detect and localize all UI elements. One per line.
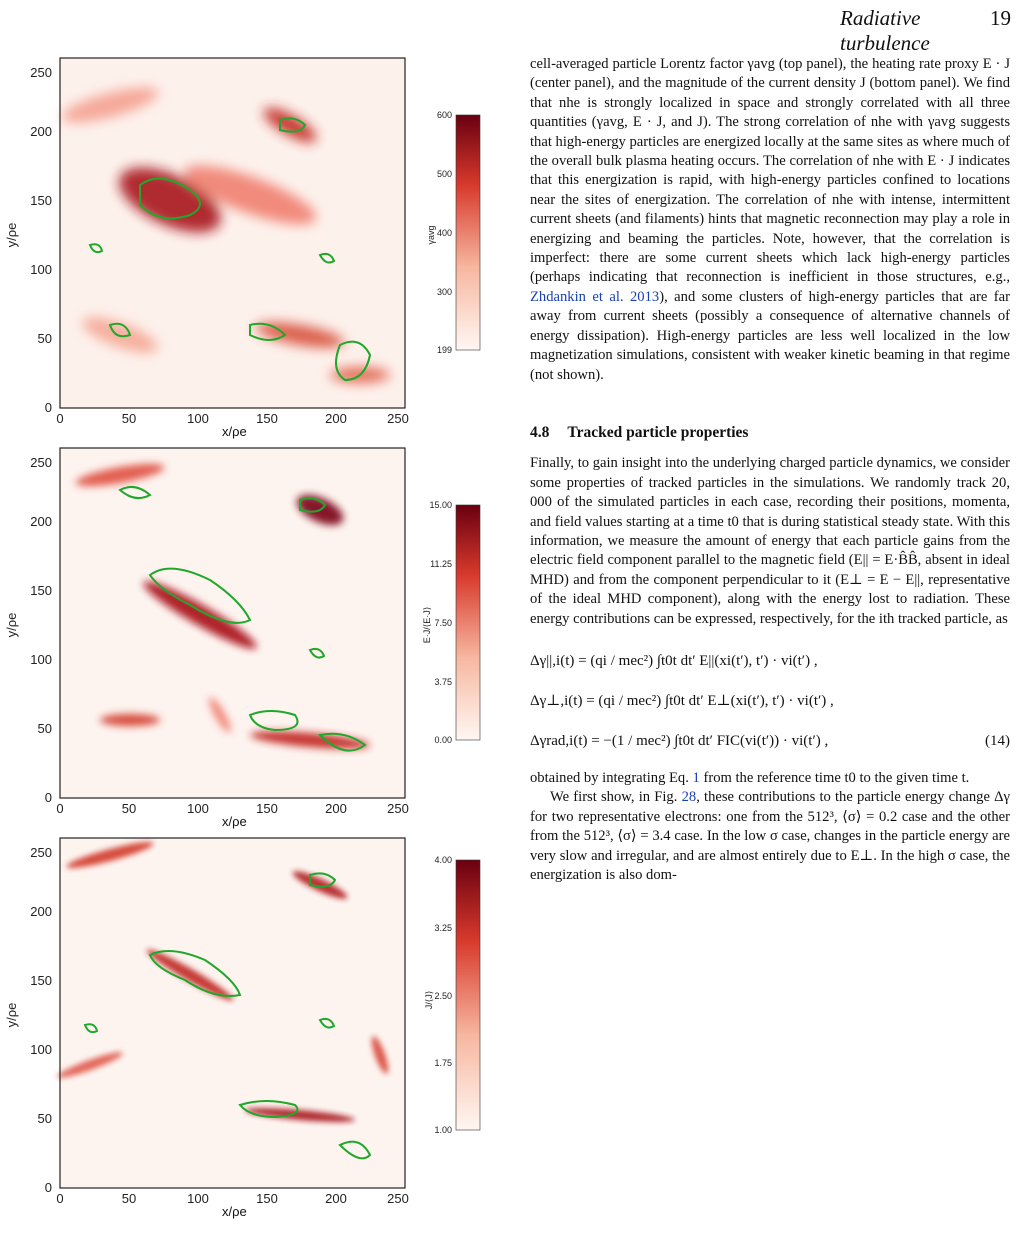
heatmap-background xyxy=(60,838,405,1188)
paragraph-text: obtained by integrating Eq. xyxy=(530,769,693,786)
gamma-panel xyxy=(0,45,500,425)
paragraph: Finally, to gain insight into the underlying charged particle dynamics, we consider some properties of tracked particles in the simulations. We randomly track 20, 000 of the simulated particles in each case, recording their positions, momenta, and field values starting at a time t0 that is during statistical steady state. With this information, we measure the amount of energy that each particle gains from the electric field component parallel to the magnetic field (E|| = E·B̂B̂, absent in ideal MHD) and from the component perpendicular to it (E⊥ = E − E||, representative of the ideal MHD component), along with the energy lost to radiation. These energy contributions can be expressed, respectively, for the ith tracked particle, as xyxy=(530,455,1010,627)
ytick-label: 0 xyxy=(44,1180,52,1195)
ytick-label: 100 xyxy=(30,652,52,667)
equation-number: (14) xyxy=(985,732,1010,749)
xtick-label: 200 xyxy=(325,411,347,425)
ytick-label: 50 xyxy=(37,331,52,346)
xtick-label: 0 xyxy=(56,411,64,425)
running-title: Radiative turbulence xyxy=(840,6,930,55)
cbar-label: γavg xyxy=(426,225,436,245)
xtick-label: 250 xyxy=(387,801,409,815)
ytick-label: 200 xyxy=(30,124,52,139)
paragraph xyxy=(530,769,1010,788)
cbar-tick: 7.50 xyxy=(434,618,452,628)
equation: Δγ||,i(t) = (qi / mec²) ∫t0t dt′ E||(xi(t′), t′) · vi(t′) , xyxy=(530,652,818,669)
cbar-tick: 4.00 xyxy=(434,855,452,865)
xtick-label: 250 xyxy=(387,411,409,425)
colorbar xyxy=(456,505,480,740)
paragraph-text: from the reference time t0 to the given time t. xyxy=(699,769,970,786)
cbar-tick: 300 xyxy=(436,287,452,297)
cbar-tick: 1.75 xyxy=(434,1058,452,1068)
cbar-tick: 1.00 xyxy=(434,1125,452,1135)
xtick-label: 200 xyxy=(325,801,347,815)
equation: Δγrad,i(t) = −(1 / mec²) ∫t0t dt′ FIC(vi(t′)) · vi(t′) , xyxy=(530,732,829,749)
ytick-label: 200 xyxy=(30,514,52,529)
paragraph-text: We first show, in Fig. xyxy=(550,789,682,806)
section-heading xyxy=(530,423,1010,442)
ej-panel xyxy=(0,435,500,815)
equation: Δγ⊥,i(t) = (qi / mec²) ∫t0t dt′ E⊥(xi(t′), t′) · vi(t′) , xyxy=(530,692,834,709)
paragraph-text: ), and some clusters of high-energy particles that are far away from current sheets (possibly a consequence of alternative channels of energy dissipation). High-energy particles are less well localized in the low magnetization simulations, consistent with weaker kinetic beaming in that regime (not shown). xyxy=(530,288,1010,383)
paragraph xyxy=(530,788,1010,885)
ytick-label: 0 xyxy=(44,400,52,415)
cbar-tick: 3.75 xyxy=(434,677,452,687)
cbar-tick: 500 xyxy=(436,169,452,179)
xtick-label: 0 xyxy=(56,1191,64,1205)
ytick-label: 250 xyxy=(30,455,52,470)
xtick-label: 50 xyxy=(121,411,137,425)
cbar-label: J/⟨J⟩ xyxy=(424,990,434,1010)
cbar-tick: 400 xyxy=(436,228,452,238)
section-number: 4.8 xyxy=(530,423,550,441)
j-panel xyxy=(0,825,500,1205)
y-axis-label: y/ρe xyxy=(4,612,19,638)
ytick-label: 250 xyxy=(30,845,52,860)
xtick-label: 50 xyxy=(121,1191,137,1205)
xtick-label: 150 xyxy=(256,411,278,425)
ytick-label: 100 xyxy=(30,1042,52,1057)
ytick-label: 50 xyxy=(37,1111,52,1126)
xtick-label: 100 xyxy=(187,801,209,815)
xtick-label: 50 xyxy=(121,801,137,815)
section-title: Tracked particle properties xyxy=(567,423,749,441)
cbar-tick: 15.00 xyxy=(429,500,452,510)
paragraph-text: , these contributions to the particle energy change Δγ for two representative electrons: one from the 512³, ⟨σ⟩ = 0.2 case and the other from the 512³, ⟨σ⟩ = 3.4 case. In the low σ case, changes in the particle energy are very slow and irregular, and are almost entirely due to E⊥. In the high σ case, the energization is also dom- xyxy=(530,789,1010,883)
y-axis-label: y/ρe xyxy=(4,222,19,248)
cbar-tick: 600 xyxy=(436,110,452,120)
ytick-label: 150 xyxy=(30,973,52,988)
citation-link[interactable]: Zhdankin et al. 2013 xyxy=(530,288,660,305)
xtick-label: 100 xyxy=(187,1191,209,1205)
xtick-label: 150 xyxy=(256,801,278,815)
ytick-label: 200 xyxy=(30,904,52,919)
x-axis-label: x/ρe xyxy=(222,424,247,439)
ytick-label: 150 xyxy=(30,193,52,208)
figure-link[interactable]: 28 xyxy=(681,789,697,806)
x-axis-label: x/ρe xyxy=(222,814,247,829)
text-column xyxy=(530,55,1010,885)
cbar-tick: 3.25 xyxy=(434,923,452,933)
page-number: 19 xyxy=(990,6,1011,30)
y-axis-label: y/ρe xyxy=(4,1002,19,1028)
equation-block xyxy=(530,641,1010,761)
cbar-tick: 199 xyxy=(436,345,452,355)
cbar-tick: 0.00 xyxy=(434,735,452,745)
colorbar xyxy=(456,860,480,1130)
cbar-tick: 2.50 xyxy=(434,991,452,1001)
ytick-label: 250 xyxy=(30,65,52,80)
ytick-label: 0 xyxy=(44,790,52,805)
xtick-label: 100 xyxy=(187,411,209,425)
ytick-label: 100 xyxy=(30,262,52,277)
cbar-tick: 11.25 xyxy=(430,559,452,569)
paragraph-text: cell-averaged particle Lorentz factor γavg (top panel), the heating rate proxy E · J (center panel), and the magnitude of the current density J (bottom panel). We find that nhe is strongly localized in space and strongly correlated with all three quantities (γavg, E · J, and J). The strong correlation of nhe with γavg suggests that high-energy particles are energized locally at the same sites as where much of the overall bulk plasma heating occurs. The correlation of nhe with E · J indicates that this energization is rapid, with high-energy particles confined to locations near the sites of energization. The correlation of nhe with intense, intermittent current sheets (and filaments) hints that magnetic reconnection may play a role in energizing and beaming the particles. Note, however, that the correlation is imperfect: there are some current sheets which lack high-energy particles (perhaps indicating that reconnection is inefficient in those structures, e.g., xyxy=(530,56,1010,286)
ytick-label: 150 xyxy=(30,583,52,598)
xtick-label: 150 xyxy=(256,1191,278,1205)
xtick-label: 250 xyxy=(387,1191,409,1205)
colorbar xyxy=(456,115,480,350)
paragraph xyxy=(530,55,1010,385)
ytick-label: 50 xyxy=(37,721,52,736)
equation-link[interactable]: 1 xyxy=(692,769,700,786)
running-header xyxy=(840,6,1010,56)
x-axis-label: x/ρe xyxy=(222,1204,247,1219)
cbar-label: E·J/⟨E·J⟩ xyxy=(422,606,432,644)
xtick-label: 200 xyxy=(325,1191,347,1205)
xtick-label: 0 xyxy=(56,801,64,815)
